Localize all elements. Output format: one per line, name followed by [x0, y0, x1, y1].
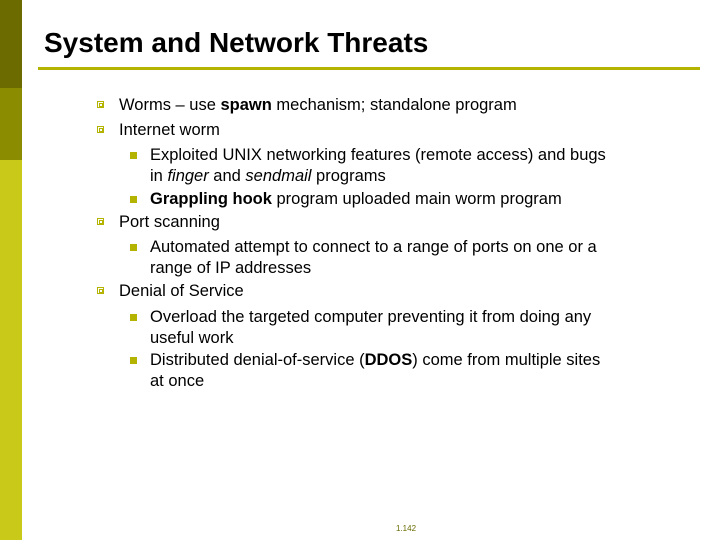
hollow-square-bullet-icon	[97, 287, 104, 294]
bullet-list	[0, 93, 720, 392]
text-run: finger	[167, 167, 209, 185]
sub-bullet-text-continuation	[150, 371, 720, 392]
hollow-square-bullet-icon	[97, 218, 104, 225]
filled-square-bullet-icon	[130, 357, 137, 364]
left-bar-dark-segment	[0, 0, 22, 88]
text-run: program uploaded main worm program	[271, 189, 562, 208]
sub-bullet-text-continuation	[150, 258, 720, 279]
text-run: Internet worm	[119, 120, 220, 139]
text-run: Exploited UNIX networking features (remote access) and bugs	[150, 146, 606, 164]
bullet-text	[119, 96, 517, 114]
text-run: Port scanning	[119, 212, 220, 231]
text-run: Grappling hook	[150, 189, 272, 208]
sub-bullet-text	[150, 189, 720, 210]
bullet-item	[0, 118, 720, 143]
sub-bullet-text	[150, 350, 720, 371]
text-run: useful work	[150, 328, 234, 347]
filled-square-bullet-icon	[130, 196, 137, 203]
text-run: Denial of Service	[119, 282, 244, 300]
sub-bullet-text	[150, 145, 720, 166]
text-run: sendmail	[245, 167, 312, 185]
filled-square-bullet-icon	[130, 152, 137, 159]
slide-title: System and Network Threats	[44, 27, 429, 58]
text-run: range of IP addresses	[150, 259, 312, 277]
text-run: ) come from multiple sites	[412, 351, 601, 369]
text-run: Distributed denial-of-service (	[150, 351, 365, 369]
text-run: programs	[311, 167, 386, 185]
sub-bullet-text-continuation	[150, 328, 720, 349]
text-run: at once	[150, 372, 205, 390]
bullet-item	[0, 279, 720, 304]
text-run: DDOS	[364, 351, 413, 369]
sub-bullet-text-continuation	[150, 166, 720, 187]
text-run: in	[150, 167, 168, 185]
bullet-text	[119, 121, 220, 139]
bullet-text	[119, 213, 220, 231]
sub-bullet-item	[0, 307, 720, 349]
hollow-square-bullet-icon	[97, 101, 104, 108]
text-run: Worms – use	[119, 96, 221, 114]
text-run: Overload the targeted computer preventing it from doing any	[150, 307, 592, 326]
sub-bullet-text	[150, 237, 720, 258]
filled-square-bullet-icon	[130, 314, 137, 321]
title-underline	[38, 67, 700, 70]
text-run: and	[208, 167, 246, 185]
bullet-text	[119, 282, 244, 300]
page-number: 1.142	[396, 524, 417, 533]
sub-bullet-item	[0, 189, 720, 210]
text-run: mechanism; standalone program	[271, 96, 517, 114]
bullet-item	[0, 210, 720, 235]
filled-square-bullet-icon	[130, 244, 137, 251]
bullet-item	[0, 93, 720, 118]
sub-bullet-item	[0, 145, 720, 187]
sub-bullet-text	[150, 307, 720, 328]
sub-bullet-item	[0, 350, 720, 392]
hollow-square-bullet-icon	[97, 126, 104, 133]
sub-bullet-item	[0, 237, 720, 279]
text-run: Automated attempt to connect to a range of ports on one or a	[150, 238, 597, 256]
text-run: spawn	[220, 96, 272, 114]
